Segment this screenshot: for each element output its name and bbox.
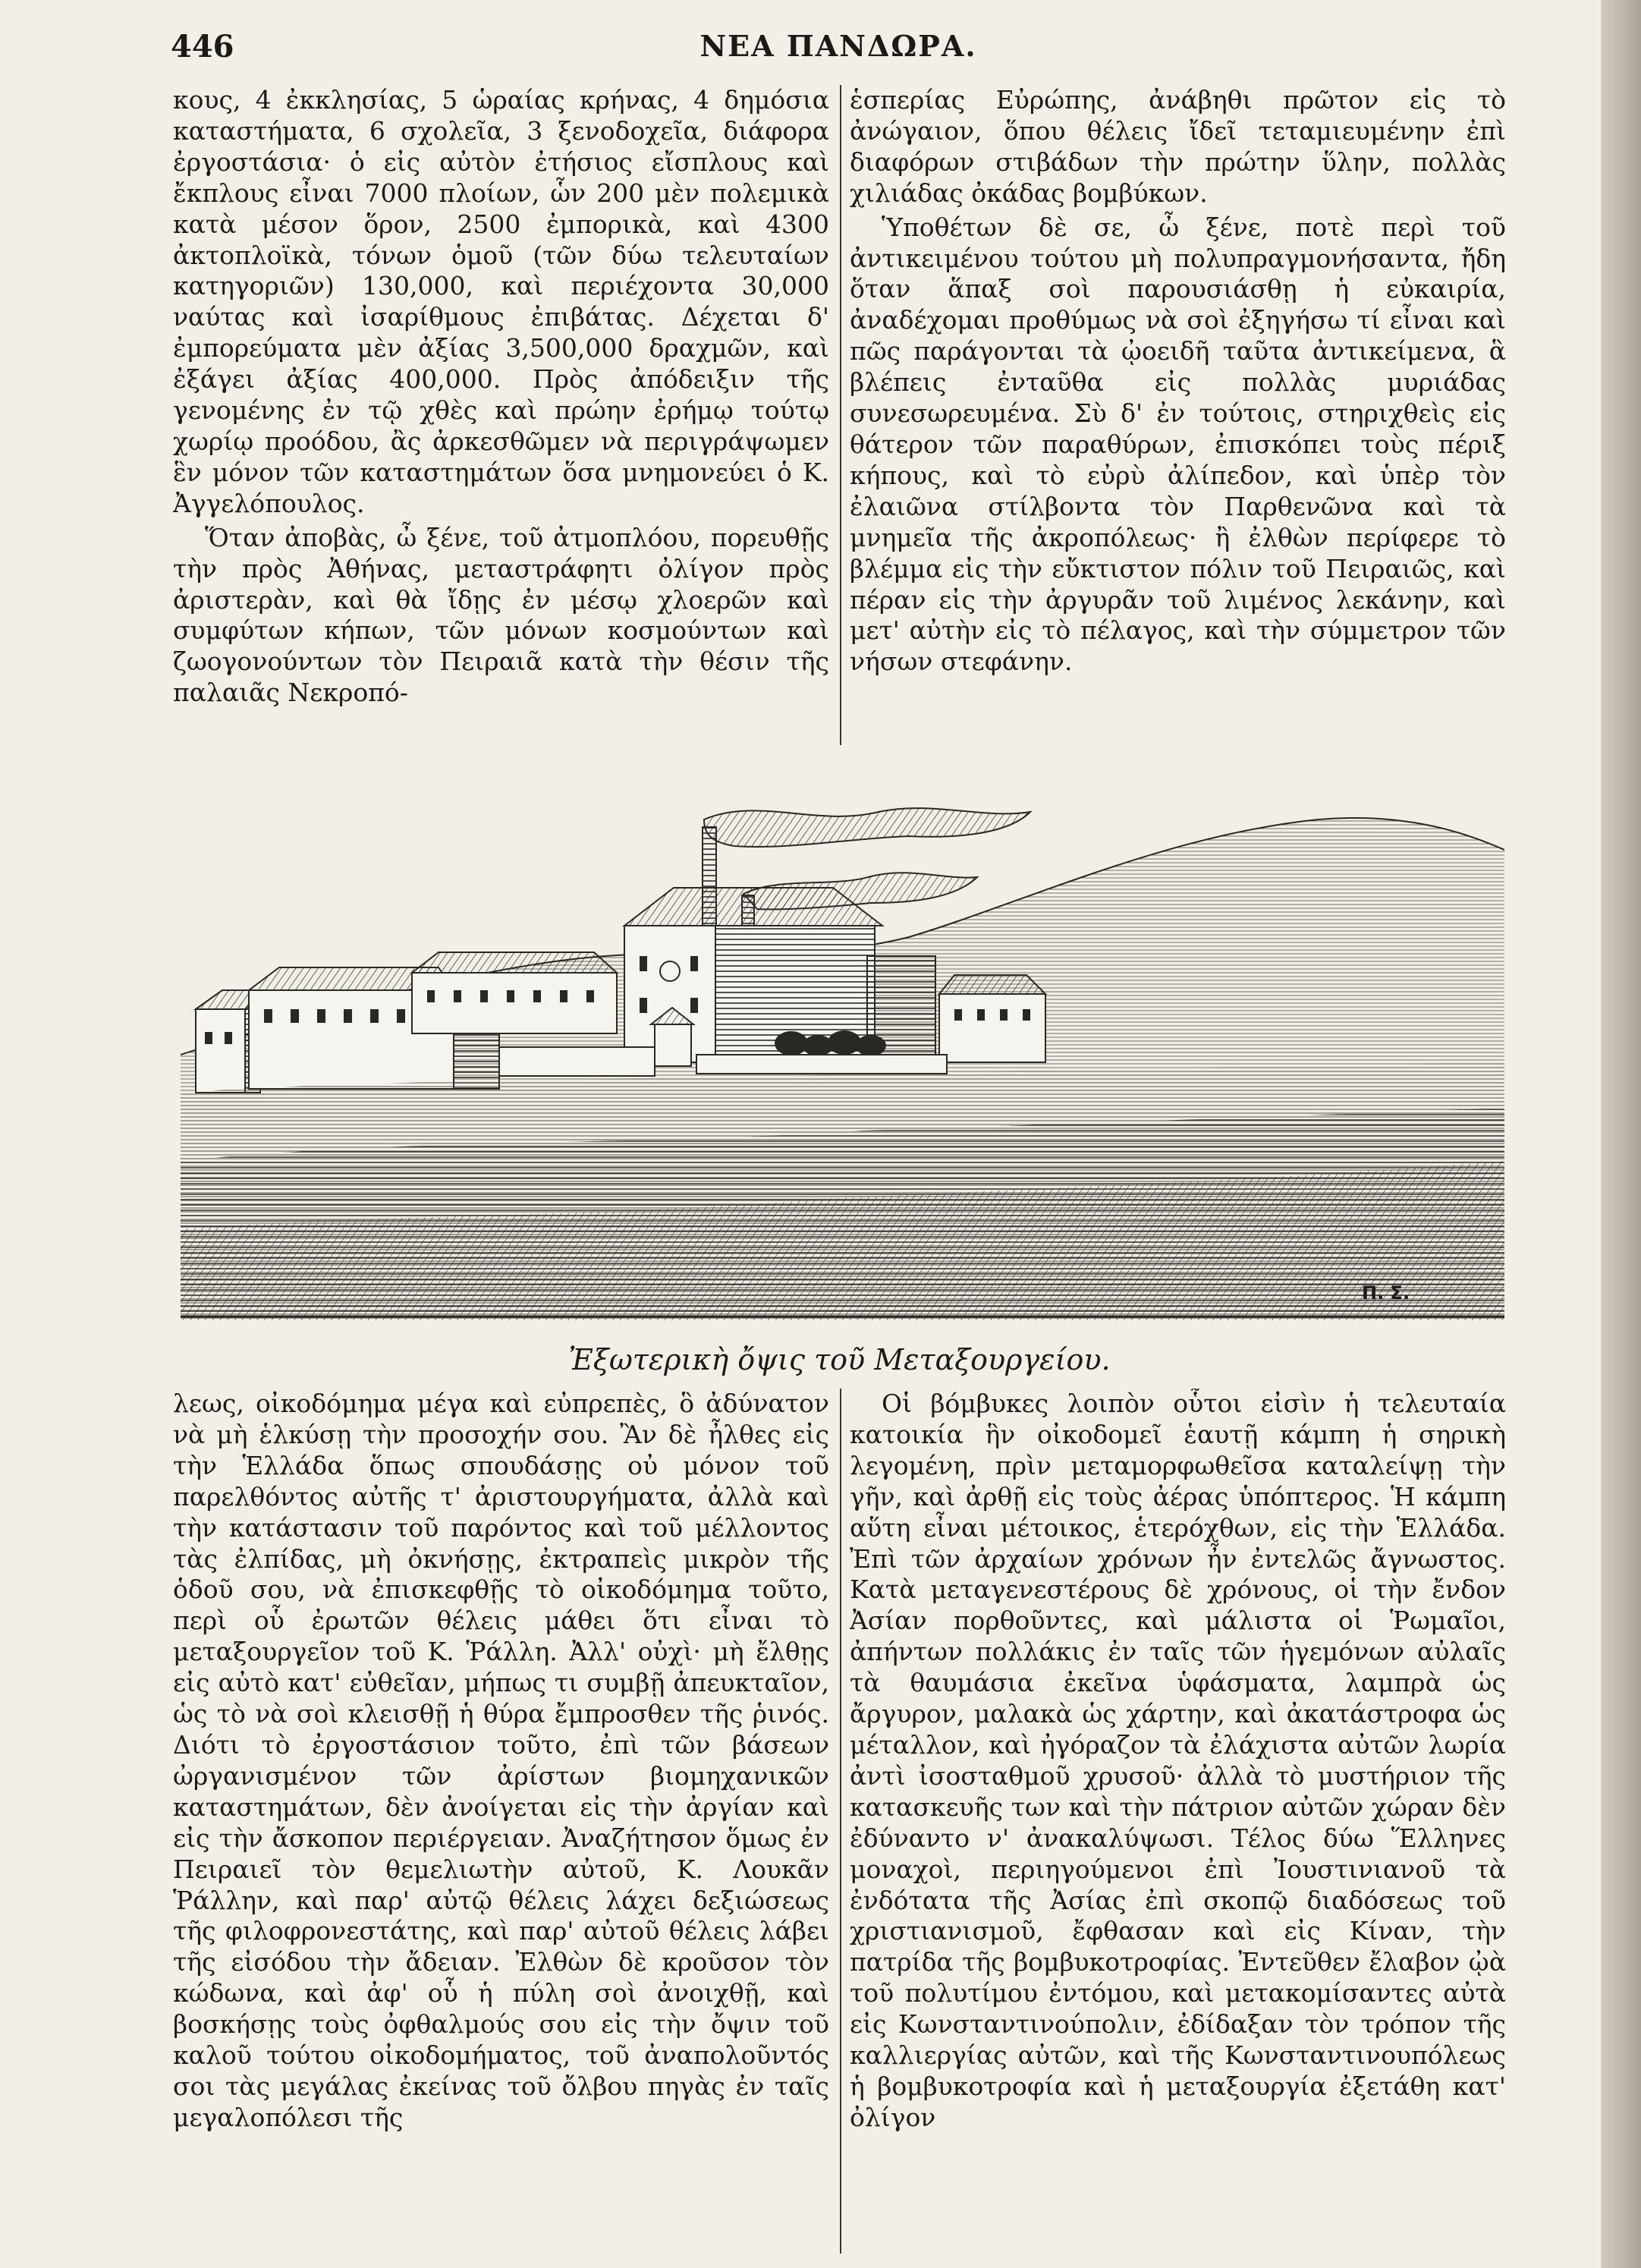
column-divider-bottom (840, 1389, 841, 2254)
factory-illustration (181, 804, 1504, 1320)
book-spine-edge (1601, 0, 1641, 2268)
figure-caption: Ἐξωτερικὴ ὄψις τοῦ Μεταξουργείου. (568, 1343, 1111, 1376)
paragraph: Ὑποθέτων δὲ σε, ὦ ξένε, ποτὲ περὶ τοῦ ἀντικειμένου τούτου μὴ πολυπραγμονήσαντα, ἤδη ὅταν ἅπαξ σοὶ παρουσιάσθῃ ἡ εὐκαιρία, ἀναδέχομαι προθύμως νὰ σοὶ ἐξηγήσω τί εἶναι καὶ πῶς παράγονται τὰ ᾠοειδῆ ταῦτα ἀντικείμενα, ἃ βλέπεις ἐνταῦθα εἰς πολλὰς μυριάδας συνεσωρευμένα. Σὺ δ' ἐν τούτοις, στηριχθεὶς εἰς θάτερον τῶν παραθύρων, ἐπισκόπει τοὺς πέριξ κήπους, καὶ τὸ εὐρὺ ἀλίπεδον, καὶ ὑπὲρ τὸν ἐλαιῶνα στίλβοντα τὸν Παρθενῶνα καὶ τὰ μνημεῖα τῆς ἀκροπόλεως· ἢ ἐλθὼν περίφερε τὸ βλέμμα εἰς τὴν εὔκτιστον πόλιν τοῦ Πειραιῶς, καὶ πέραν εἰς τὴν ἀργυρᾶν τοῦ λιμένος λεκάνην, καὶ μετ' αὐτὴν εἰς τὸ πέλαγος, καὶ τὴν σύμμετρον τῶν νήσων στεφάνην. (850, 212, 1506, 677)
paragraph: λεως, οἰκοδόμημα μέγα καὶ εὐπρεπὲς, ὃ ἀδύνατον νὰ μὴ ἑλκύσῃ τὴν προσοχήν σου. Ἂν δὲ ἦλθες εἰς τὴν Ἑλλάδα ὅπως σπουδάσῃς οὐ μόνον τοῦ παρελθόντος αὐτῆς τ' ἀριστουργήματα, ἀλλὰ καὶ τὴν κατάστασιν τοῦ παρόντος καὶ τοῦ μέλλοντος τὰς ἐλπίδας, μὴ ὀκνήσῃς, ἐκτραπεὶς μικρὸν τῆς ὁδοῦ σου, νὰ ἐπισκεφθῇς τὸ οἰκοδόμημα τοῦτο, περὶ οὗ ἐρωτῶν θέλεις μάθει ὅτι εἶναι τὸ μεταξουργεῖον τοῦ Κ. Ῥάλλη. Ἀλλ' οὐχὶ· μὴ ἔλθῃς εἰς αὐτὸ κατ' εὐθεῖαν, μήπως τι συμβῇ ἀπευκταῖον, ὡς τὸ νὰ σοὶ κλεισθῇ ἡ θύρα ἔμπροσθεν τῆς ῥινός. Διότι τὸ ἐργοστάσιον τοῦτο, ἐπὶ τῶν βάσεων ὠργανισμένον τῶν ἀρίστων βιομηχανικῶν καταστημάτων, δὲν ἀνοίγεται εἰς τὴν ἀργίαν καὶ εἰς τὴν ἄσκοπον περιέργειαν. Ἀναζήτησον ὅμως ἐν Πειραιεῖ τὸν θεμελιωτὴν αὐτοῦ, Κ. Λουκᾶν Ῥάλλην, καὶ παρ' αὐτῷ θέλεις λάχει δεξιώσεως τῆς φιλοφρονεστάτης, καὶ παρ' αὐτοῦ θέλεις λάβει τῆς εἰσόδου τὴν ἄδειαν. Ἐλθὼν δὲ κροῦσον τὸν κώδωνα, καὶ ἀφ' οὗ ἡ πύλη σοὶ ἀνοιχθῇ, καὶ βοσκήσῃς τοὺς ὀφθαλμούς σου εἰς τὴν ὄψιν τοῦ καλοῦ τούτου οἰκοδομήματος, τοῦ ἀναπολοῦντός σοι τὰς μεγάλας ἐκείνας τοῦ ὄλβου πηγὰς ἐν ταῖς μεγαλοπόλεσι τῆς (173, 1389, 829, 2132)
paragraph: ἑσπερίας Εὐρώπης, ἀνάβηθι πρῶτον εἰς τὸ ἀνώγαιον, ὅπου θέλεις ἴδεῖ τεταμιευμένην ἐπὶ διαφόρων στιβάδων τὴν πρώτην ὕλην, πολλὰς χιλιάδας ὀκάδας βομβύκων. (850, 85, 1506, 208)
page-header (171, 29, 1506, 67)
page-number: 446 (171, 29, 234, 64)
column-top-left (173, 85, 829, 750)
engraver-signature: Π. Σ. (1362, 1282, 1410, 1304)
paragraph: κους, 4 ἐκκλησίας, 5 ὡραίας κρήνας, 4 δημόσια καταστήματα, 6 σχολεῖα, 3 ξενοδοχεῖα, διάφορα ἐργοστάσια· ὁ εἰς αὐτὸν ἐτήσιος εἴσπλους καὶ ἔκπλους εἶναι 7000 πλοίων, ὧν 200 μὲν πολεμικὰ κατὰ μέσον ὅρον, 2500 ἐμπορικὰ, καὶ 4300 ἀκτοπλοϊκὰ, τόνων ὁμοῦ (τῶν δύω τελευταίων κατηγοριῶν) 130,000, καὶ περιέχοντα 30,000 ναύτας καὶ ἰσαρίθμους ἐπιβάτας. Δέχεται δ' ἐμπορεύματα μὲν ἀξίας 3,500,000 δραχμῶν, καὶ ἐξάγει ἀξίας 400,000. Πρὸς ἀπόδειξιν τῆς γενομένης ἐν τῷ χθὲς καὶ πρώην ἐρήμῳ τούτῳ χωρίῳ προόδου, ἂς ἀρκεσθῶμεν νὰ περιγράψωμεν ἓν μόνον τῶν καταστημάτων ὅσα μνημονεύει ὁ Κ. Ἀγγελόπουλος. (173, 85, 829, 518)
column-divider-top (840, 85, 841, 745)
paragraph: Ὅταν ἀποβὰς, ὦ ξένε, τοῦ ἀτμοπλόου, πορευθῇς τὴν πρὸς Ἀθήνας, μεταστράφητι ὀλίγον πρὸς ἀριστερὰν, καὶ θὰ ἴδῃς ἐν μέσῳ χλοερῶν καὶ συμφύτων κήπων, τῶν μόνων κοσμούντων καὶ ζωογονούντων τὸν Πειραιᾶ κατὰ τὴν θέσιν τῆς παλαιᾶς Νεκροπό- (173, 522, 829, 708)
factory-engraving (181, 804, 1504, 1320)
column-top-right (850, 85, 1506, 730)
column-bottom-left (173, 1389, 829, 2254)
paragraph: Οἱ βόμβυκες λοιπὸν οὗτοι εἰσὶν ἡ τελευταία κατοικία ἣν οἰκοδομεῖ ἑαυτῇ κάμπη ἡ σηρικὴ λεγομένη, πρὶν μεταμορφωθεῖσα καταλείψῃ τὴν γῆν, καὶ ἀρθῇ εἰς τοὺς ἀέρας ὑπόπτερος. Ἡ κάμπη αὕτη εἶναι μέτοικος, ἑτερόχθων, εἰς τὴν Ἑλλάδα. Ἐπὶ τῶν ἀρχαίων χρόνων ἦν ἐντελῶς ἄγνωστος. Κατὰ μεταγενεστέρους δὲ χρόνους, οἱ τὴν ἔνδον Ἀσίαν πορθοῦντες, καὶ μάλιστα οἱ Ῥωμαῖοι, ἀπήντων πολλάκις ἐν ταῖς τῶν ἡγεμόνων αὐλαῖς τὰ θαυμάσια ἐκεῖνα ὑφάσματα, λαμπρὰ ὡς ἄργυρον, μαλακὰ ὡς χάρτην, καὶ ἀκατάστροφα ὡς μέταλλον, καὶ ἠγόραζον τὰ ἐλάχιστα αὐτῶν λωρία ἀντὶ ἰσοσταθμοῦ χρυσοῦ· ἀλλὰ τὸ μυστήριον τῆς κατασκευῆς των καὶ τὴν πάτριον αὐτῶν χώραν δὲν ἐδύναντο ν' ἀνακαλύψωσι. Τέλος δύω Ἕλληνες μοναχοὶ, περιηγούμενοι ἐπὶ Ἰουστινιανοῦ τὰ ἐνδότατα τῆς Ἀσίας ἐπὶ σκοπῷ διαδόσεως τοῦ χριστιανισμοῦ, ἔφθασαν καὶ εἰς Κίναν, τὴν πατρίδα τῆς βομβυκοτροφίας. Ἐντεῦθεν ἔλαβον ᾠὰ τοῦ πολυτίμου ἐντόμου, καὶ μετακομίσαντες αὐτὰ εἰς Κωνσταντινούπολιν, ἐδίδαξαν τὸν τρόπον τῆς καλλιεργίας αὐτῶν, καὶ τῆς Κωνσταντινουπόλεως ἡ βομβυκοτροφία καὶ ἡ μεταξουργία ἐξετάθη κατ' ὀλίγον (850, 1389, 1506, 2132)
running-title: ΝΕΑ ΠΑΝΔΩΡΑ. (699, 29, 977, 63)
column-bottom-right (850, 1389, 1506, 2254)
